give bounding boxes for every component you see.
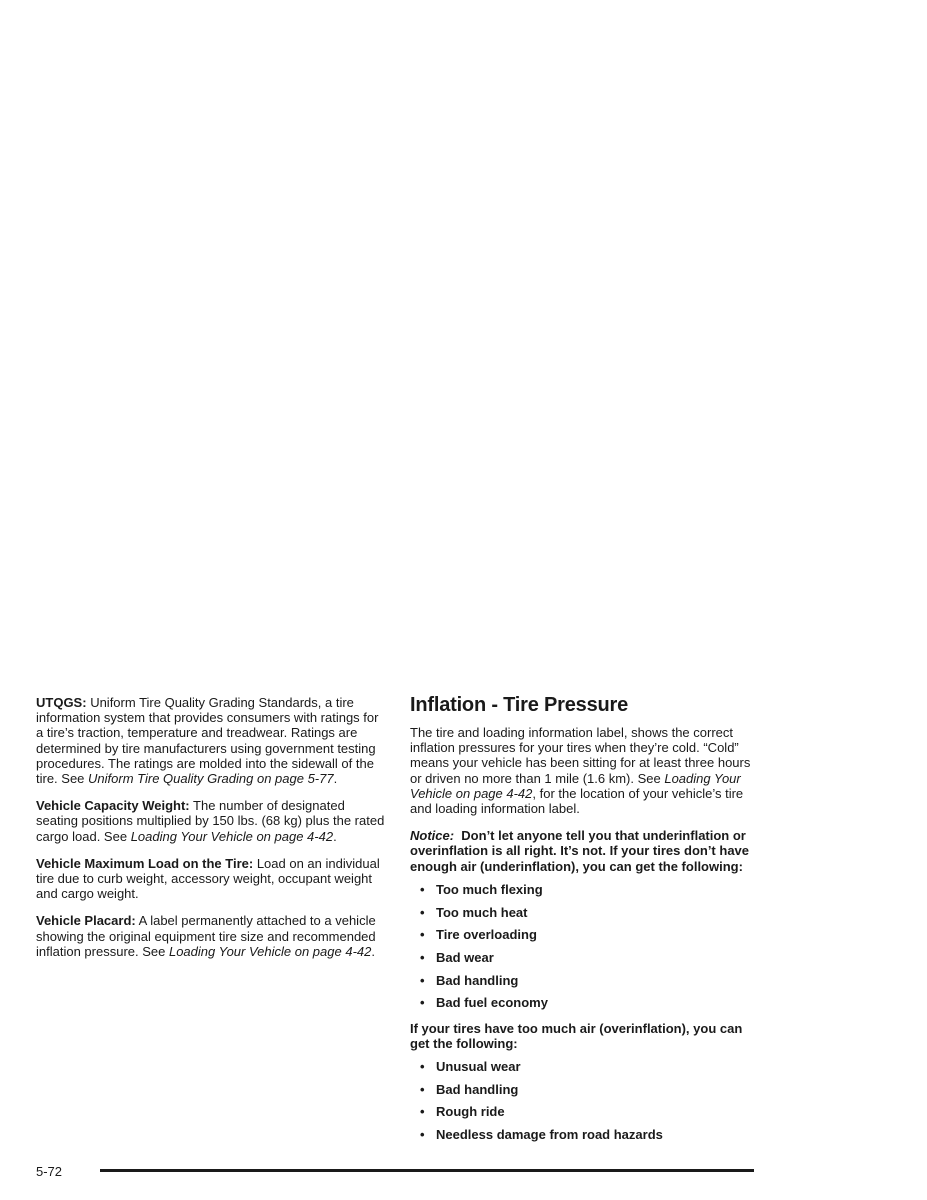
bullet-icon: •	[420, 995, 425, 1011]
cross-reference: Uniform Tire Quality Grading on page 5-77	[88, 771, 334, 787]
term-vehicle-capacity-weight: Vehicle Capacity Weight:	[36, 798, 190, 814]
left-column	[36, 695, 386, 971]
bullet-icon: •	[420, 949, 425, 965]
bullet-icon: •	[420, 1058, 425, 1074]
cross-reference: Loading Your Vehicle on page 4-42	[410, 770, 741, 801]
footer-divider	[100, 1169, 754, 1172]
notice-text: Don’t let anyone tell you that underinflation or overinflation is all right. It’s not. If your tires don’t have enough air (underinflation), you can get the following:	[410, 828, 750, 874]
term-vehicle-placard: Vehicle Placard:	[36, 913, 136, 929]
list-item: • Bad handling	[420, 1081, 519, 1097]
bullet-icon: •	[420, 1127, 425, 1143]
list-item: • Bad fuel economy	[420, 995, 548, 1011]
definition-text: A label permanently attached to a vehicle showing the original equipment tire size and recommended inflation pressure. See	[36, 913, 376, 959]
bullet-icon: •	[420, 904, 425, 920]
term-vehicle-maximum-load: Vehicle Maximum Load on the Tire:	[36, 855, 254, 871]
definition-text: Load on an individual tire due to curb weight, accessory weight, occupant weight and cargo weight.	[36, 855, 380, 902]
list-item: • Bad wear	[420, 949, 494, 965]
definition-vehicle-capacity-weight	[36, 798, 386, 844]
notice-label: Notice:	[410, 828, 455, 844]
bullet-icon: •	[420, 972, 425, 988]
definition-tail: .	[371, 943, 375, 959]
intro-text: The tire and loading information label, shows the correct inflation pressures for your tires when they’re cold. “Cold” means your vehicle has been sitting for at least three hours or driven no more than 1 mile (1.6 km). See	[410, 725, 751, 786]
bullet-icon: •	[420, 881, 425, 897]
cross-reference: Loading Your Vehicle on page 4-42	[168, 943, 372, 959]
bullet-icon: •	[420, 927, 425, 943]
list-item: • Too much flexing	[420, 881, 543, 897]
bullet-icon: •	[420, 1081, 425, 1097]
bullet-icon: •	[420, 1104, 425, 1120]
definition-text: Uniform Tire Quality Grading Standards, a tire information system that provides consumers with ratings for a tire’s traction, temperature and treadwear. Ratings are determined by tire manufacturers using government testing procedures. The ratings are molded into the sidewall of the tire. See	[36, 695, 379, 787]
list-item: • Tire overloading	[420, 927, 537, 943]
definition-vehicle-placard	[36, 913, 386, 959]
term-utqgs: UTQGS:	[36, 695, 87, 710]
list-item: • Too much heat	[420, 904, 528, 920]
definition-text: The number of designated seating positions multiplied by 150 lbs. (68 kg) plus the rated cargo load. See	[36, 798, 385, 844]
cross-reference: Loading Your Vehicle on page 4-42	[130, 828, 334, 844]
intro-paragraph	[410, 725, 760, 816]
definition-utqgs	[36, 695, 386, 786]
list-item: • Rough ride	[420, 1104, 505, 1120]
list-item: • Needless damage from road hazards	[420, 1127, 663, 1143]
list-item: • Bad handling	[420, 972, 519, 988]
right-column	[410, 693, 760, 1152]
definition-tail: .	[333, 828, 337, 844]
definition-vehicle-maximum-load	[36, 856, 386, 902]
underinflation-list	[410, 882, 760, 1011]
overinflation-list	[410, 1059, 760, 1142]
page-number: 5-72	[36, 1164, 63, 1179]
section-heading: Inflation - Tire Pressure	[410, 694, 629, 716]
intro-tail: , for the location of your vehicle’s tire and loading information label.	[410, 785, 744, 817]
notice-paragraph	[410, 828, 760, 874]
definition-tail: .	[333, 771, 338, 787]
list-item: • Unusual wear	[420, 1058, 521, 1074]
overinflation-intro: If your tires have too much air (overinflation), you can get the following:	[410, 1020, 743, 1051]
